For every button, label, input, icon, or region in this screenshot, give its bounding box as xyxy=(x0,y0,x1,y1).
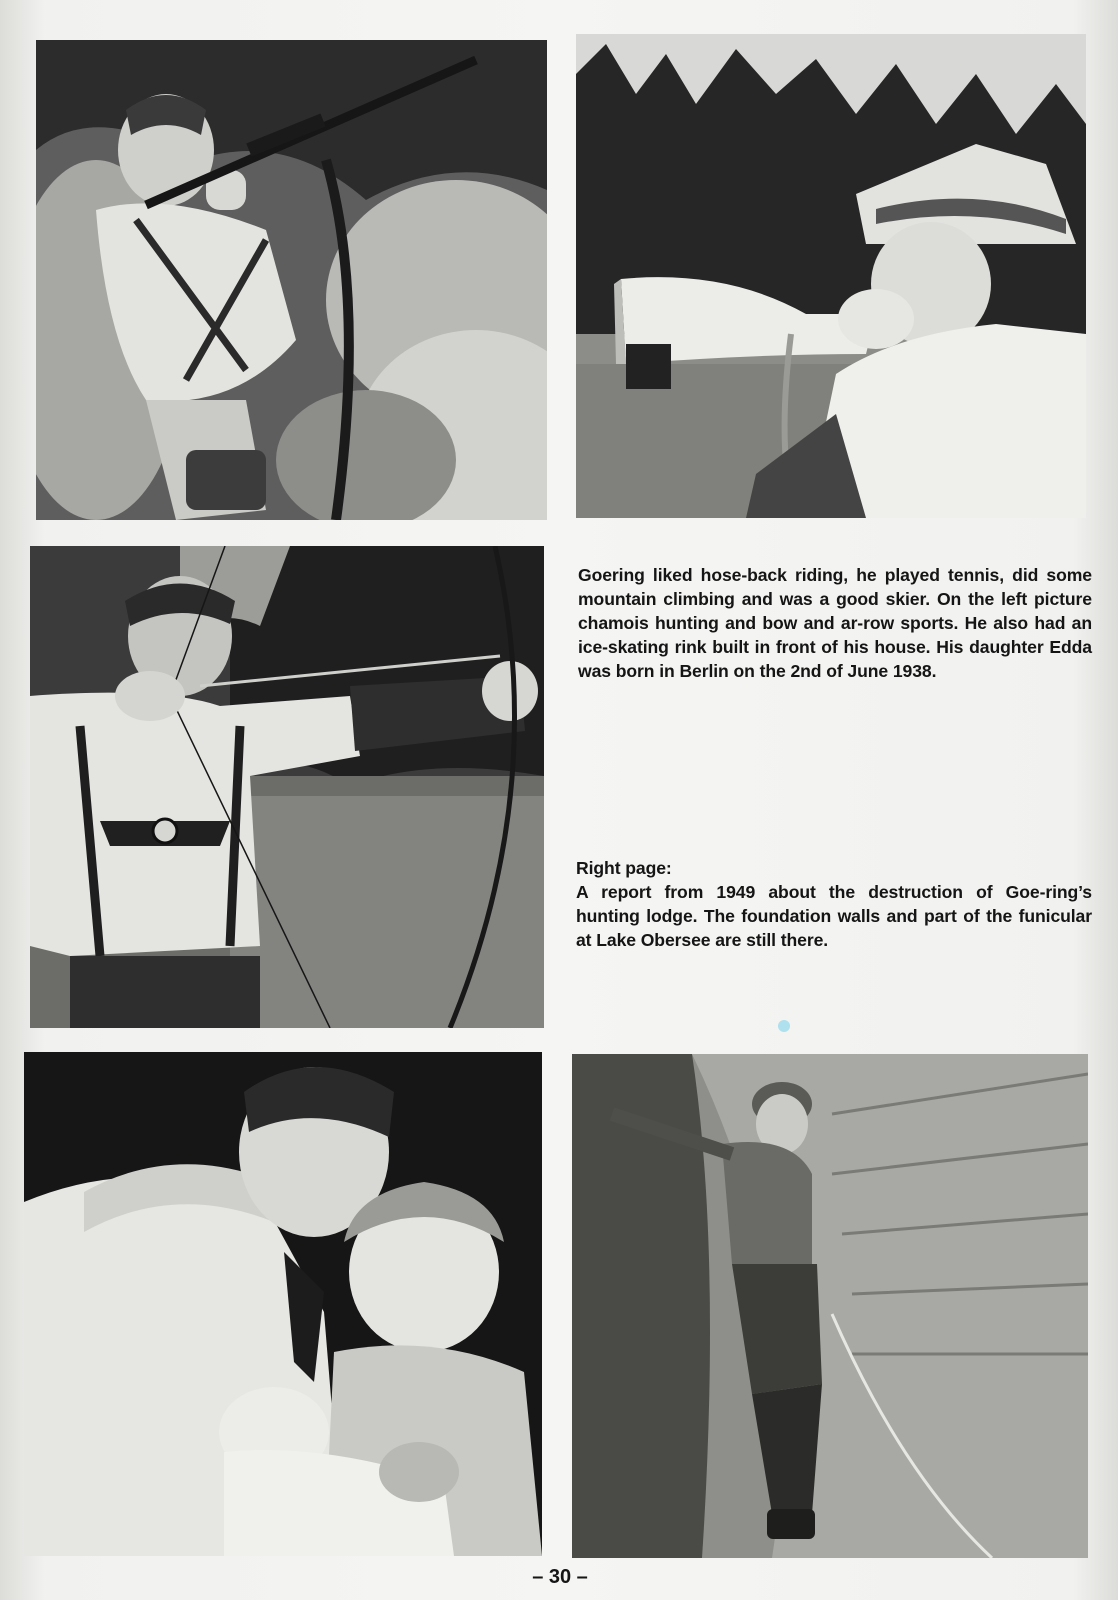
paper-speck xyxy=(778,1020,790,1032)
right-page-text: A report from 1949 about the destruction of Goe-ring’s hunting lodge. The foundation walls and part of the funicular at Lake Obersee are still there. xyxy=(576,882,1092,950)
caption-text: Goering liked hose-back riding, he played tennis, did some mountain climbing and was a good skier. On the left picture chamois hunting and bow and ar-row sports. He also had an ice-skating rink built in front of his house. His daughter Edda was born in Berlin on the 2nd of June 1938. xyxy=(578,565,1092,681)
rifle-hunting-photo xyxy=(36,40,547,520)
archery-photo xyxy=(30,546,544,1028)
family-baby-photo xyxy=(24,1052,542,1556)
hunting-horn-photo xyxy=(576,34,1086,518)
right-page-caption xyxy=(576,856,1092,952)
right-page-heading: Right page: xyxy=(576,858,672,878)
page-number: – 30 – xyxy=(532,1566,588,1588)
rock-climbing-photo xyxy=(572,1054,1088,1558)
